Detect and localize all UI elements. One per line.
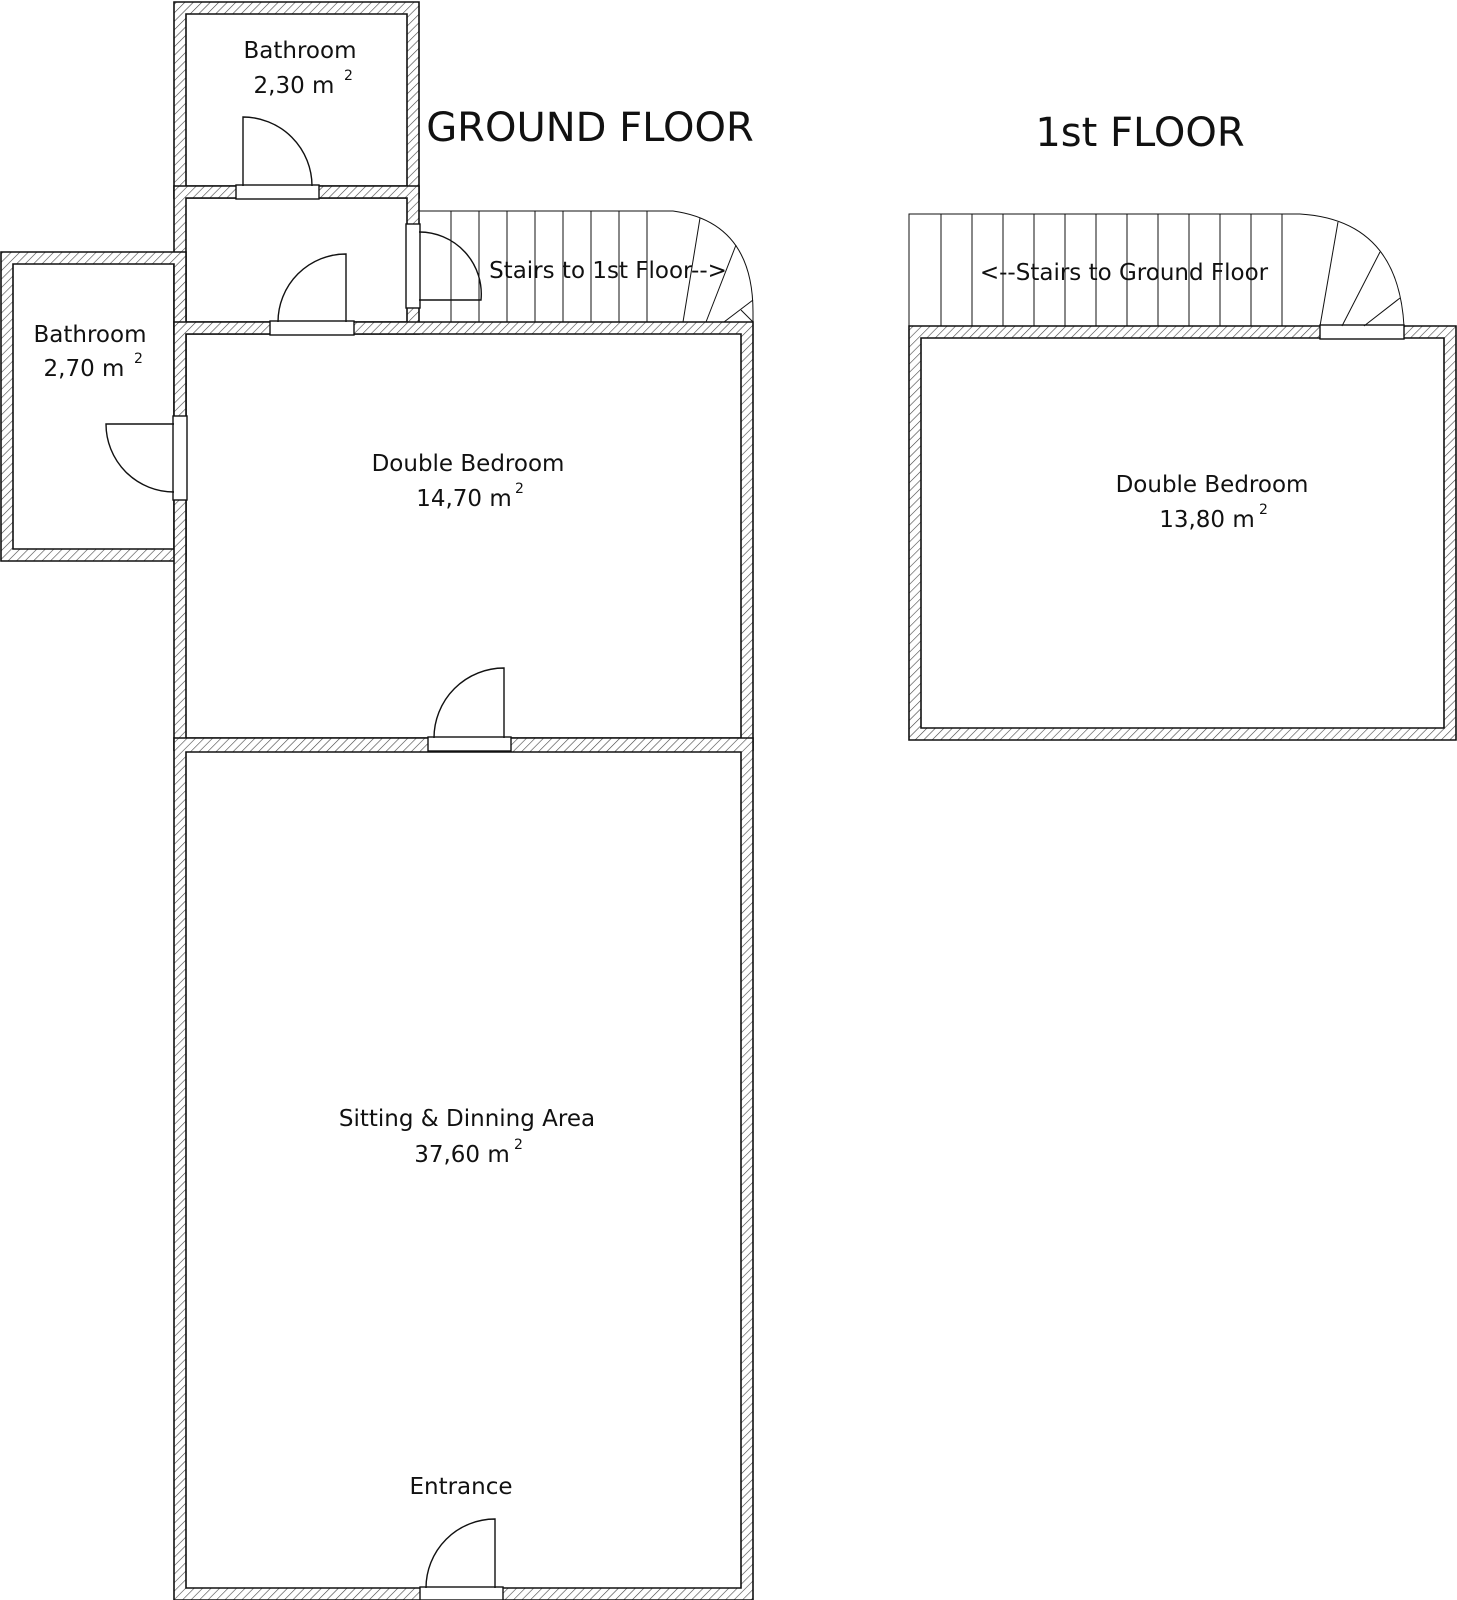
sitting-dining-name: Sitting & Dinning Area <box>338 1106 596 1132</box>
ground-floor-doors <box>106 117 504 1588</box>
double-bedroom-ground-area: 14,70 m <box>416 486 512 512</box>
bathroom-left-area: 2,70 m <box>43 356 125 382</box>
sitting-dining-area: 37,60 m <box>414 1142 510 1168</box>
bathroom-left-unit-sup: 2 <box>134 351 143 367</box>
bathroom-top-area: 2,30 m <box>253 73 335 99</box>
stairs-to-first-floor-label: Stairs to 1st Floor--> <box>489 258 727 284</box>
double-bedroom-ground-name: Double Bedroom <box>371 451 565 477</box>
stairs-to-ground-floor-label: <--Stairs to Ground Floor <box>979 260 1269 286</box>
ground-floor-title: GROUND FLOOR <box>426 105 754 151</box>
double-bedroom-first-unit-sup: 2 <box>1259 502 1268 518</box>
ground-floor-walls <box>1 2 753 1600</box>
double-bedroom-first-name: Double Bedroom <box>1115 472 1309 498</box>
double-bedroom-ground-unit-sup: 2 <box>515 481 524 497</box>
entrance-label: Entrance <box>409 1474 513 1500</box>
bathroom-top-unit-sup: 2 <box>344 68 353 84</box>
double-bedroom-first-area: 13,80 m <box>1159 507 1255 533</box>
ground-floor-door-sills <box>173 185 511 1600</box>
bathroom-top-name: Bathroom <box>243 38 357 64</box>
first-floor-title: 1st FLOOR <box>1035 110 1245 156</box>
sitting-dining-unit-sup: 2 <box>514 1137 523 1153</box>
bathroom-left-name: Bathroom <box>33 322 147 348</box>
